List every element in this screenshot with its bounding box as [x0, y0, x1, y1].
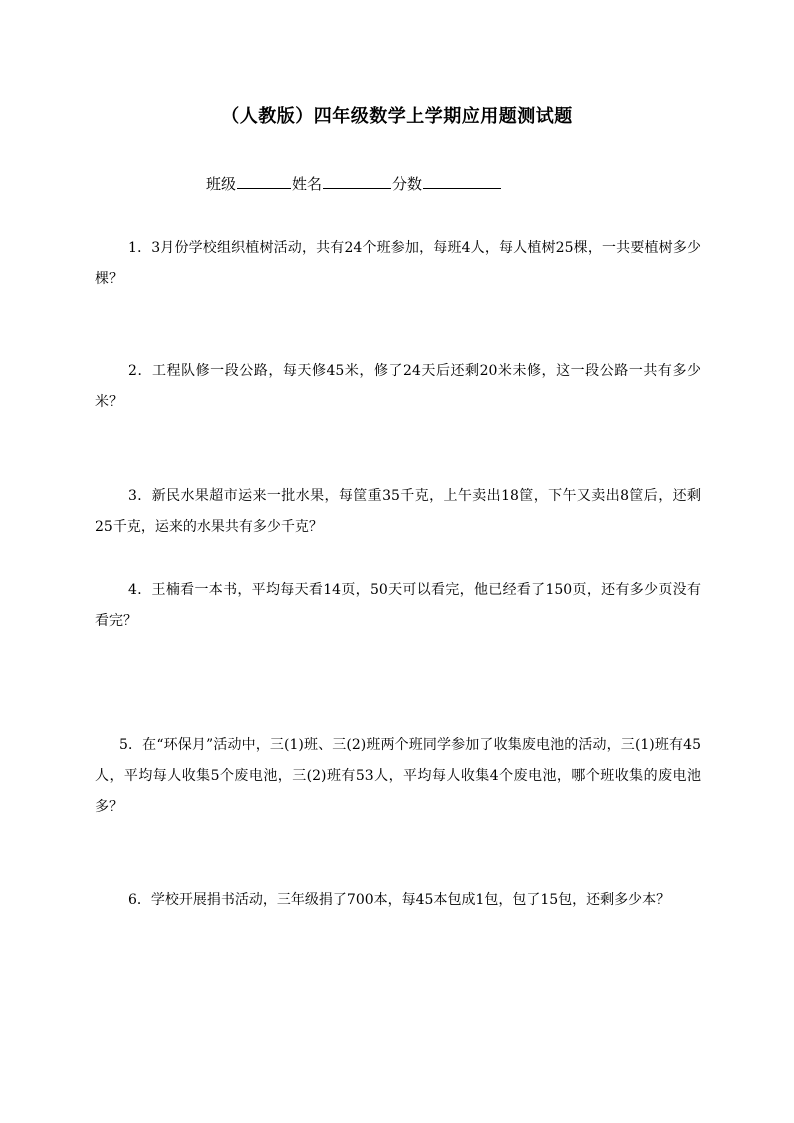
score-blank	[423, 172, 501, 189]
question-2: 2．工程队修一段公路，每天修45米，修了24天后还剩20米未修，这一段公路一共有多少米？	[95, 363, 701, 410]
question-5: 5．在“环保月”活动中，三(1)班、三(2)班两个班同学参加了收集废电池的活动，三(1)班有45人，平均每人收集5个废电池，三(2)班有53人，平均每人收集4个废电池，哪个班收集的废电池多？	[95, 737, 701, 815]
page-title: （人教版）四年级数学上学期应用题测试题	[221, 106, 573, 127]
question-4: 4．王楠看一本书，平均每天看14页，50天可以看完，他已经看了150页，还有多少页没有看完？	[95, 582, 701, 629]
class-label: 班级	[206, 175, 237, 193]
question-6: 6．学校开展捐书活动，三年级捐了700本，每45本包成1包，包了15包，还剩多少本？	[128, 892, 671, 908]
name-label: 姓名	[292, 175, 323, 193]
question-3: 3．新民水果超市运来一批水果，每筐重35千克，上午卖出18筐，下午又卖出8筐后，还剩25千克，运来的水果共有多少千克？	[95, 488, 701, 535]
name-blank	[323, 172, 391, 189]
score-label: 分数	[392, 175, 423, 193]
question-1: 1．3月份学校组织植树活动，共有24个班参加，每班4人，每人植树25棵，一共要植树多少棵？	[95, 240, 701, 287]
student-info-line	[206, 172, 502, 196]
class-blank	[237, 172, 291, 189]
